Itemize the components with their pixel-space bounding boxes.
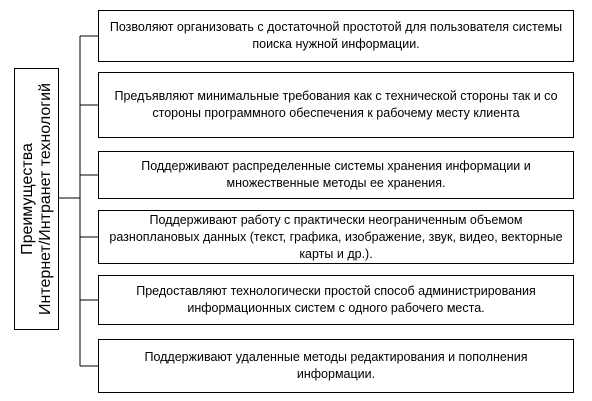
advantage-text-5: Предоставляют технологически простой способ администрирования информационных систем с одного рабочего места. bbox=[136, 284, 536, 315]
advantage-box-1 bbox=[98, 10, 574, 62]
advantage-text-1: Позволяют организовать с достаточной простотой для пользователя системы поиска нужной информации. bbox=[109, 20, 563, 51]
advantage-text-4: Поддерживают работу с практически неограниченным объемом разноплановых данных (текст, графика, изображение, звук, видео, векторные карты и др.). bbox=[109, 212, 563, 261]
root-label-line-1: Преимущества bbox=[18, 143, 36, 255]
root-label-line-2: Интернет/Интранет технологий bbox=[36, 83, 54, 315]
advantage-box-5 bbox=[98, 275, 574, 325]
advantage-box-6 bbox=[98, 339, 574, 393]
root-label bbox=[19, 68, 55, 330]
advantage-text-3: Поддерживают распределенные системы хранения информации и множественные методы ее хранения. bbox=[141, 159, 531, 190]
advantage-text-2: Предъявляют минимальные требования как с технической стороны так и со стороны программного обеспечения к рабочему месту клиента bbox=[114, 89, 558, 120]
advantage-box-3 bbox=[98, 151, 574, 199]
advantage-text-6: Поддерживают удаленные методы редактирования и пополнения информации. bbox=[144, 350, 528, 381]
advantage-box-4 bbox=[98, 210, 574, 264]
advantage-box-2 bbox=[98, 72, 574, 138]
root-box bbox=[14, 68, 59, 330]
